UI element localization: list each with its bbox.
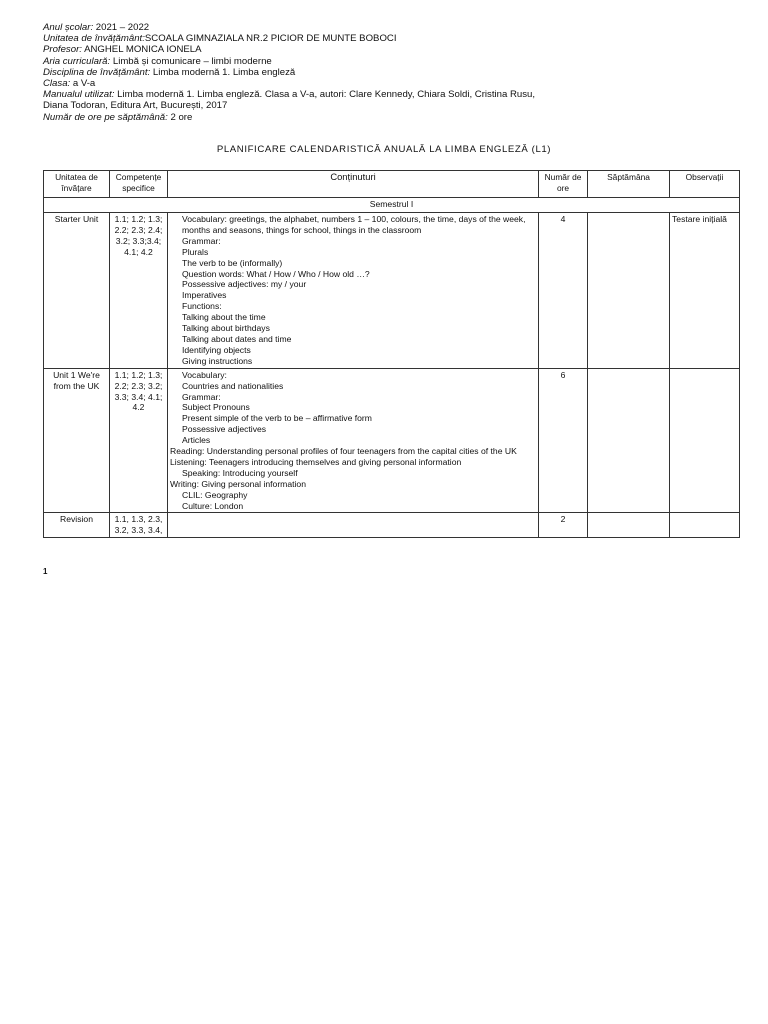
content-line: Grammar: (182, 235, 221, 246)
content-line: Present simple of the verb to be – affirmative form (182, 413, 372, 424)
header-school: Unitatea de învățământ:SCOALA GIMNAZIALA NR.2 PICIOR DE MUNTE BOBOCI (43, 33, 397, 45)
content-line: Culture: London (182, 500, 244, 511)
content-line: Countries and nationalities (182, 380, 284, 391)
hours-cell: 6 (539, 368, 588, 513)
hours-cell: 2 (539, 513, 588, 538)
content-line: Vocabulary: greetings, the alphabet, numbers 1 – 100, colours, the time, days of the week, months and seasons, things for school, things in the classroom (182, 214, 526, 235)
page-number: 1 (43, 567, 48, 576)
content-line: Listening: Teenagers introducing themselves and giving personal information (170, 456, 462, 467)
unit-cell: Revision (44, 513, 110, 538)
content-line: Talking about birthdays (182, 323, 270, 334)
content-line: Articles (182, 435, 211, 446)
unit-cell: Unit 1 We're from the UK (44, 368, 110, 513)
content-line: Speaking: Introducing yourself (182, 467, 298, 478)
content-line: Identifying objects (182, 344, 251, 355)
content-line: Possessive adjectives (182, 424, 267, 435)
header-content: Conținuturi (168, 171, 539, 198)
planning-table (43, 170, 740, 538)
content-line: Reading: Understanding personal profiles of four teenagers from the capital cities of the UK (170, 446, 517, 457)
competences-cell: 1.1; 1.2; 1.3; 2.2; 2.3; 2.4; 3.2; 3.3;3.4; 4.1; 4.2 (110, 213, 168, 369)
document-header (43, 22, 743, 123)
header-hours-week: Număr de ore pe săptămână: 2 ore (43, 111, 193, 123)
header-observations: Observații (670, 171, 740, 198)
content-line: Imperatives (182, 290, 227, 301)
table-header-row (44, 171, 740, 198)
competences-cell: 1.1, 1.3, 2.3, 3.2, 3.3, 3.4, (110, 513, 168, 538)
header-hours: Număr de ore (539, 171, 588, 198)
unit-cell: Starter Unit (44, 213, 110, 369)
header-school-year: Anul școlar: 2021 – 2022 (43, 22, 150, 33)
header-competences: Competențe specifice (110, 171, 168, 198)
week-cell (588, 368, 670, 513)
competences-cell: 1.1; 1.2; 1.3; 2.2; 2.3; 3.2; 3.3; 3.4; 4.1; 4.2 (110, 368, 168, 513)
header-curricular-area: Aria curriculară: Limbă și comunicare – limbi moderne (43, 55, 272, 67)
header-unit: Unitatea de învățare (44, 171, 110, 198)
header-textbook-cont: Diana Todoran, Editura Art, București, 2017 (43, 100, 228, 112)
hours-cell: 4 (539, 213, 588, 369)
semester-row (44, 198, 740, 213)
content-line: Question words: What / How / Who / How old …? (182, 268, 370, 279)
table-row (44, 513, 740, 538)
observations-cell (670, 368, 740, 513)
observations-cell: Testare inițială (670, 213, 740, 369)
week-cell (588, 213, 670, 369)
content-line: CLIL: Geography (182, 489, 248, 500)
document-title: PLANIFICARE CALENDARISTICĂ ANUALĂ LA LIMBA ENGLEZĂ (L1) (216, 144, 552, 155)
content-cell (168, 213, 539, 369)
semester-label: Semestrul I (44, 198, 740, 213)
content-line: Giving instructions (182, 355, 253, 366)
content-line: Possessive adjectives: my / your (182, 279, 307, 290)
header-class: Clasa: a V-a (43, 78, 96, 90)
header-subject: Disciplina de învățământ: Limba modernă 1. Limba engleză (43, 66, 296, 78)
content-line: Subject Pronouns (182, 402, 250, 413)
content-cell (168, 513, 539, 538)
week-cell (588, 513, 670, 538)
header-teacher: Profesor: ANGHEL MONICA IONELA (43, 44, 202, 56)
table-row (44, 368, 740, 513)
content-line: Talking about dates and time (182, 333, 292, 344)
content-line: Writing: Giving personal information (170, 478, 306, 489)
content-cell (168, 368, 539, 513)
content-line: The verb to be (informally) (182, 257, 283, 268)
content-line: Plurals (182, 246, 209, 257)
header-week: Săptămâna (588, 171, 670, 198)
content-line: Functions: (182, 301, 222, 312)
content-line: Talking about the time (182, 312, 266, 323)
header-textbook: Manualul utilizat: Limba modernă 1. Limba engleză. Clasa a V-a, autori: Clare Kennedy, Chiara Soldi, Cristina Rusu, (43, 89, 536, 101)
content-line: Vocabulary: (182, 369, 227, 380)
observations-cell (670, 513, 740, 538)
content-line: Grammar: (182, 391, 221, 402)
table-row (44, 213, 740, 369)
